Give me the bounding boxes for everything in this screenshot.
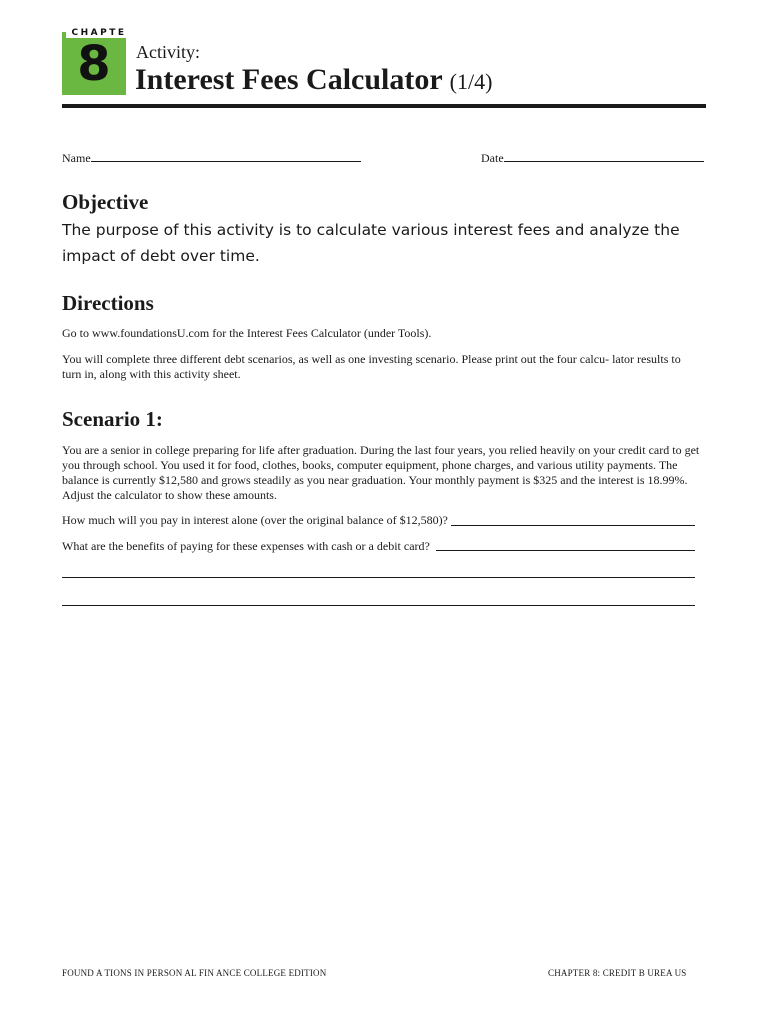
- footer-right: CHAPTER 8: CREDIT B UREA US: [548, 968, 687, 978]
- question-benefits: What are the benefits of paying for these expenses with cash or a debit card?: [62, 539, 430, 553]
- page-part: (1/4): [449, 69, 493, 94]
- directions-paragraph: You will complete three different debt scenarios, as well as one investing scenario. Please print out the four calcu- lator results to turn in, along with this activity sheet.: [62, 352, 681, 381]
- activity-label: Activity:: [136, 42, 200, 62]
- title-text: Interest Fees Calculator: [135, 63, 443, 96]
- answer-line[interactable]: [436, 550, 695, 551]
- chapter-number: 8: [77, 36, 111, 92]
- title-divider: [62, 104, 706, 108]
- page-title: [135, 63, 492, 97]
- name-field: [62, 149, 361, 166]
- footer-left: FOUND A TIONS IN PERSON AL FIN ANCE COLLEGE EDITION: [62, 968, 327, 978]
- directions-heading: Directions: [62, 291, 154, 315]
- date-field: [481, 149, 704, 166]
- date-input-line[interactable]: [504, 149, 704, 162]
- name-input-line[interactable]: [91, 149, 361, 162]
- objective-heading: Objective: [62, 190, 149, 214]
- answer-line[interactable]: [451, 525, 695, 526]
- date-label: Date: [481, 151, 504, 165]
- question-interest: How much will you pay in interest alone (over the original balance of $12,580)?: [62, 513, 448, 527]
- directions-paragraph: Go to www.foundationsU.com for the Interest Fees Calculator (under Tools).: [62, 326, 432, 340]
- scenario-heading: Scenario 1:: [62, 407, 163, 431]
- answer-line[interactable]: [62, 605, 695, 606]
- name-label: Name: [62, 151, 91, 165]
- chapter-label: CHAPTE: [66, 28, 128, 38]
- scenario-text: You are a senior in college preparing for life after graduation. During the last four years, you relied heavily on your credit card to get you through school. You used it for food, clothes, books, computer equipment, phone charges, and various utility payments. The balance is currently $12,580 and grows steadily as you near graduation. Your monthly payment is $325 and the interest is 18.99%. Adjust the calculator to show these amounts.: [62, 443, 700, 502]
- answer-line[interactable]: [62, 577, 695, 578]
- objective-text: The purpose of this activity is to calculate various interest fees and analyze the impact of debt over time.: [62, 221, 680, 265]
